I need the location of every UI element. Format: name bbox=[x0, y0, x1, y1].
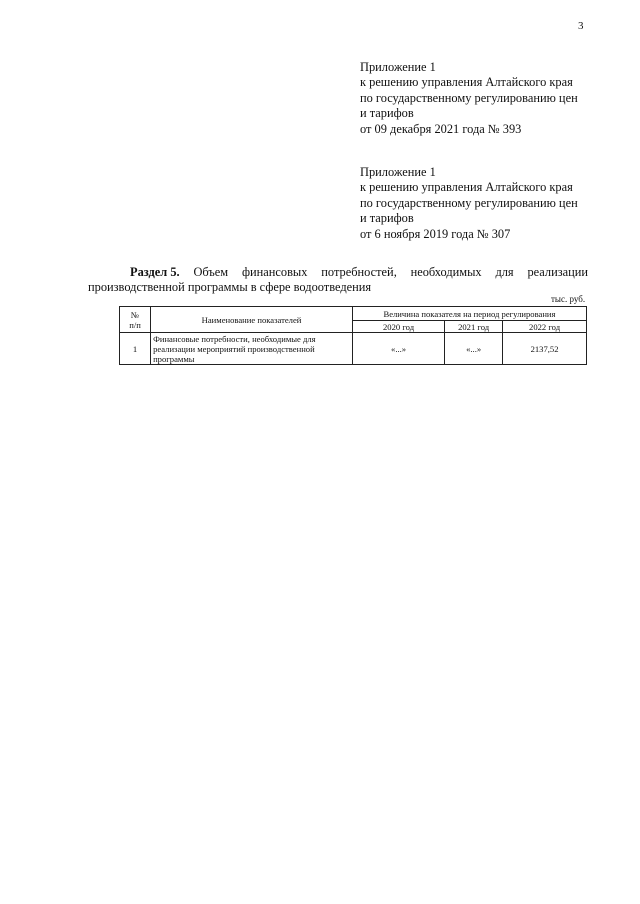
row-value-2022: 2137,52 bbox=[503, 333, 587, 365]
appendix-original-line: и тарифов bbox=[360, 211, 414, 226]
page-number: 3 bbox=[578, 20, 584, 32]
header-period: Величина показателя на период регулирования bbox=[352, 307, 586, 321]
table-header-row bbox=[120, 307, 587, 321]
appendix-original-line: Приложение 1 bbox=[360, 165, 436, 179]
appendix-original-line: по государственному регулированию цен bbox=[360, 195, 578, 210]
header-name: Наименование показателей bbox=[151, 307, 353, 333]
section-word: для bbox=[495, 265, 514, 279]
section-word: необходимых bbox=[410, 265, 482, 279]
appendix-original bbox=[360, 165, 578, 242]
section-word: финансовых bbox=[241, 265, 308, 279]
section-word: потребностей, bbox=[321, 265, 397, 279]
section-title-line1 bbox=[88, 265, 588, 280]
header-number-line2: п/п bbox=[129, 319, 141, 330]
appendix-current-line: от 09 декабря 2021 года № 393 bbox=[360, 121, 522, 136]
section-word: Объем bbox=[193, 265, 229, 279]
section-label: Раздел 5. bbox=[130, 265, 180, 279]
row-value-2021: «...» bbox=[445, 333, 503, 365]
appendix-original-line: к решению управления Алтайского края bbox=[360, 180, 573, 195]
section-title bbox=[88, 265, 588, 295]
row-value-2020: «...» bbox=[352, 333, 444, 365]
appendix-current bbox=[360, 60, 578, 137]
section-word: реализации bbox=[527, 265, 588, 279]
row-name: Финансовые потребности, необходимые для реализации мероприятий производственной программы bbox=[151, 333, 353, 365]
header-year-2020: 2020 год bbox=[352, 321, 444, 333]
units-label: тыс. руб. bbox=[551, 294, 586, 304]
appendix-original-line: от 6 ноября 2019 года № 307 bbox=[360, 226, 511, 241]
section-title-line2: производственной программы в сфере водоотведения bbox=[88, 280, 372, 294]
appendix-current-line: и тарифов bbox=[360, 106, 414, 121]
finance-table bbox=[119, 306, 587, 365]
appendix-current-line: Приложение 1 bbox=[360, 60, 436, 74]
row-number: 1 bbox=[120, 333, 151, 365]
header-number-line1: № bbox=[130, 309, 140, 320]
appendix-current-line: к решению управления Алтайского края bbox=[360, 75, 573, 90]
table-row bbox=[120, 333, 587, 365]
header-number bbox=[120, 307, 151, 333]
header-year-2021: 2021 год bbox=[445, 321, 503, 333]
appendix-current-line: по государственному регулированию цен bbox=[360, 90, 578, 105]
header-year-2022: 2022 год bbox=[503, 321, 587, 333]
